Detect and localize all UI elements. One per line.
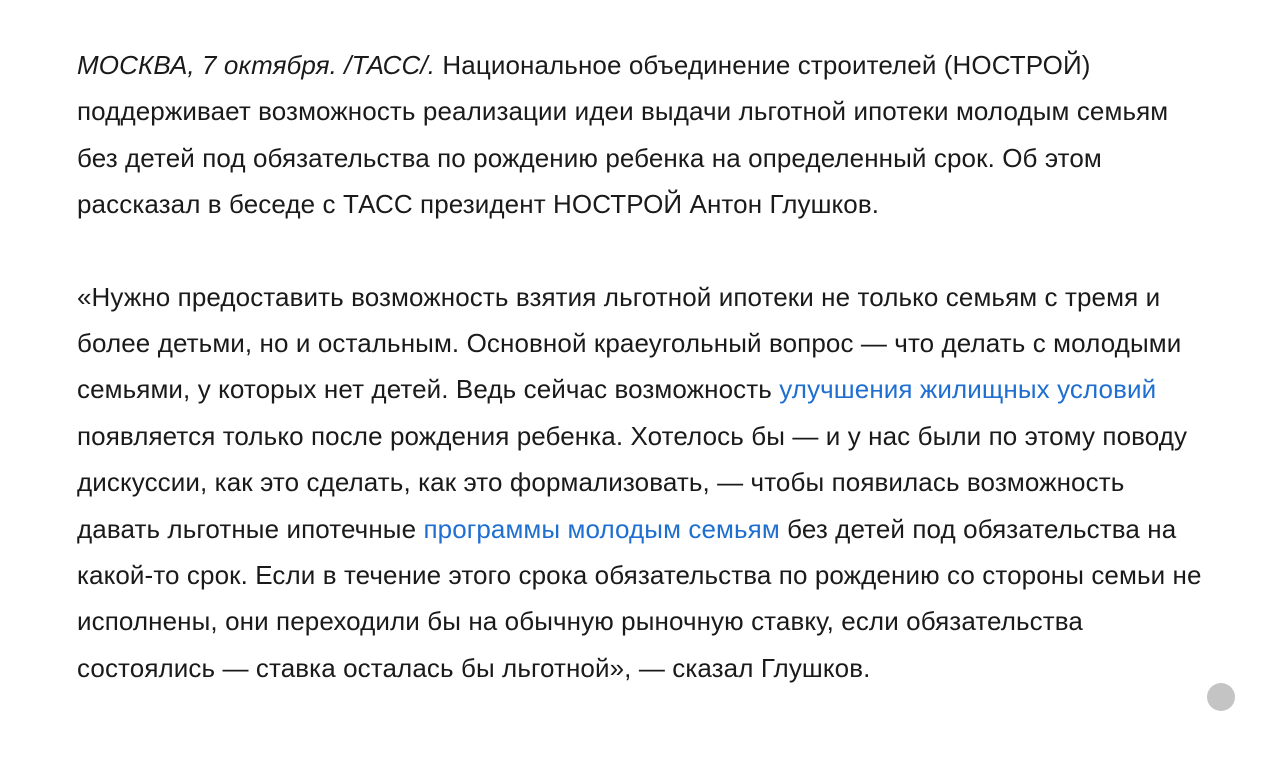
quote-text-part2: появляется только после рождения ребенка. Хотелось бы — и у нас были по этому поводу дискуссии, как это сделать, как это формализовать, — чтобы появилась возможность давать льготные ипотечные [77, 420, 1188, 544]
article-paragraph-lead [77, 42, 1207, 228]
article-dateline: МОСКВА, 7 октября. /ТАСС/. [77, 50, 436, 80]
quote-text-part1: «Нужно предоставить возможность взятия льготной ипотеки не только семьям с тремя и более детьми, но и остальным. Основной краеугольный вопрос — что делать с молодыми семьями, у которых нет детей. Ведь сейчас возможность [77, 281, 1182, 405]
article-body [77, 42, 1207, 691]
scroll-indicator[interactable] [1207, 683, 1235, 711]
article-lead-text: Национальное объединение строителей (НОСТРОЙ) поддерживает возможность реализации идеи выдачи льготной ипотеки молодым семьям без детей под обязательства по рождению ребенка на определенный срок. Об этом рассказал в беседе с ТАСС президент НОСТРОЙ Антон Глушков. [77, 50, 1169, 220]
housing-conditions-link[interactable]: улучшения жилищных условий [779, 374, 1157, 405]
quote-text-part3: без детей под обязательства на какой-то срок. Если в течение этого срока обязательства по рождению со стороны семьи не исполнены, они переходили бы на обычную рыночную ставку, если обязательства состоялись — ставка осталась бы льготной», — сказал Глушков. [77, 513, 1202, 683]
article-paragraph-quote [77, 274, 1207, 692]
young-families-programs-link[interactable]: программы молодым семьям [423, 513, 780, 544]
